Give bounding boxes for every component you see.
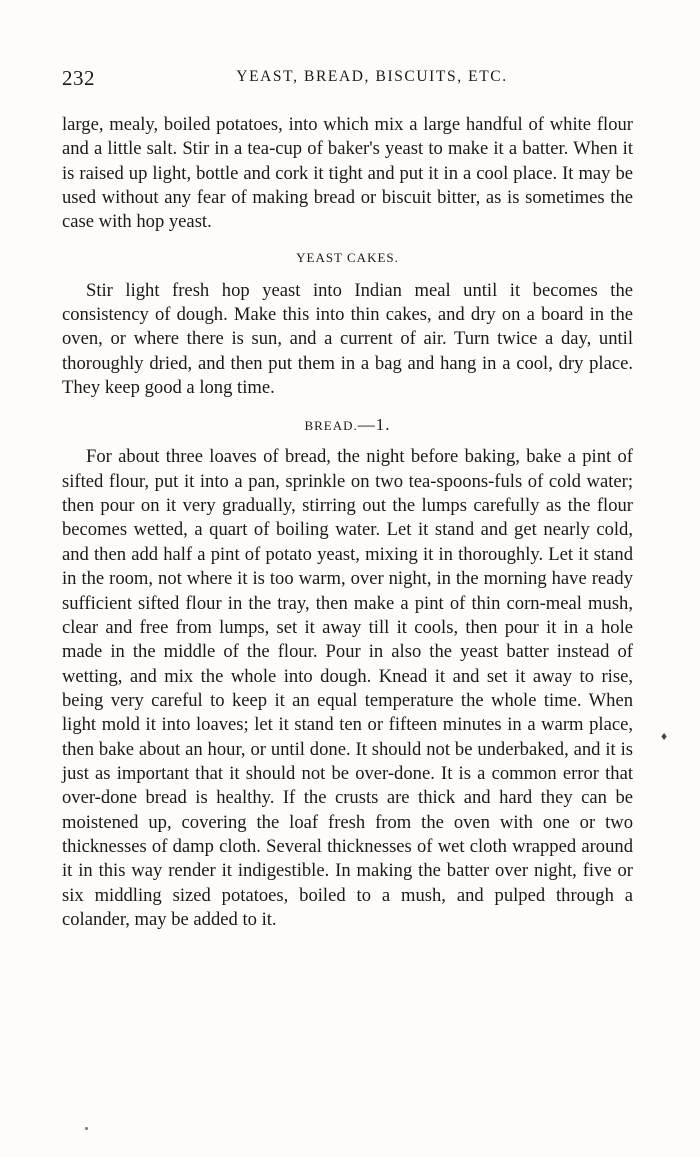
yeast-cakes-heading: YEAST CAKES. (296, 249, 399, 265)
page-number: 232 (62, 66, 95, 90)
body-text (62, 113, 633, 932)
speck-mark (85, 1127, 88, 1130)
running-head: YEAST, BREAD, BISCUITS, ETC. (236, 68, 508, 85)
margin-mark-icon: ♦ (661, 729, 668, 743)
bread-heading (62, 416, 633, 435)
bread-paragraph: For about three loaves of bread, the night before baking, bake a pint of sifted flour, put it into a pan, sprinkle on two tea-spoons-fuls of cold water; then pour on it very gradually, stirring out the lumps carefully as the flour becomes wetted, a quart of boiling water. Let it stand and get nearly cold, and then add half a pint of potato yeast, mixing it in thoroughly. Let it stand in the room, not where it is too warm, over night, in the morning have ready sufficient sifted flour in the tray, then make a pint of thin corn-meal mush, clear and free from lumps, set it away till it cools, then pour it in a hole made in the middle of the flour. Pour in also the yeast batter instead of wetting, and mix the whole into dough. Knead it and set it away to rise, being very careful to keep it an equal temperature the whole time. When light mold it into loaves; let it stand ten or fifteen minutes in a warm place, then bake about an hour, or until done. It should not be underbaked, and it is just as important that it should not be over-done. It is a common error that over-done bread is healthy. If the crusts are thick and hard they can be moistened up, covering the loaf fresh from the oven with one or two thicknesses of damp cloth. Several thicknesses of wet cloth wrapped around it in this way render it indigestible. In making the batter over night, five or six middling sized potatoes, boiled to a mush, and pulped through a colander, may be added to it. (62, 446, 633, 930)
page-header (62, 66, 632, 96)
bread-heading-number: —1. (357, 415, 391, 435)
bread-heading-label: BREAD. (304, 418, 358, 434)
intro-paragraph: large, mealy, boiled potatoes, into which mix a large handful of white flour and a little salt. Stir in a tea-cup of baker's yeast to make it a batter. When it is raised up light, bottle and cork it tight and put it in a cool place. It may be used without any fear of making bread or biscuit bitter, as is sometimes the case with hop yeast. (62, 114, 633, 233)
yeast-cakes-paragraph: Stir light fresh hop yeast into Indian meal until it becomes the consistency of dough. Make this into thin cakes, and dry on a board in the oven, or where there is sun, and a current of air. Turn twice a day, until thoroughly dried, and then put them in a bag and hang in a cool, dry place. They keep good a long time. (62, 279, 633, 399)
